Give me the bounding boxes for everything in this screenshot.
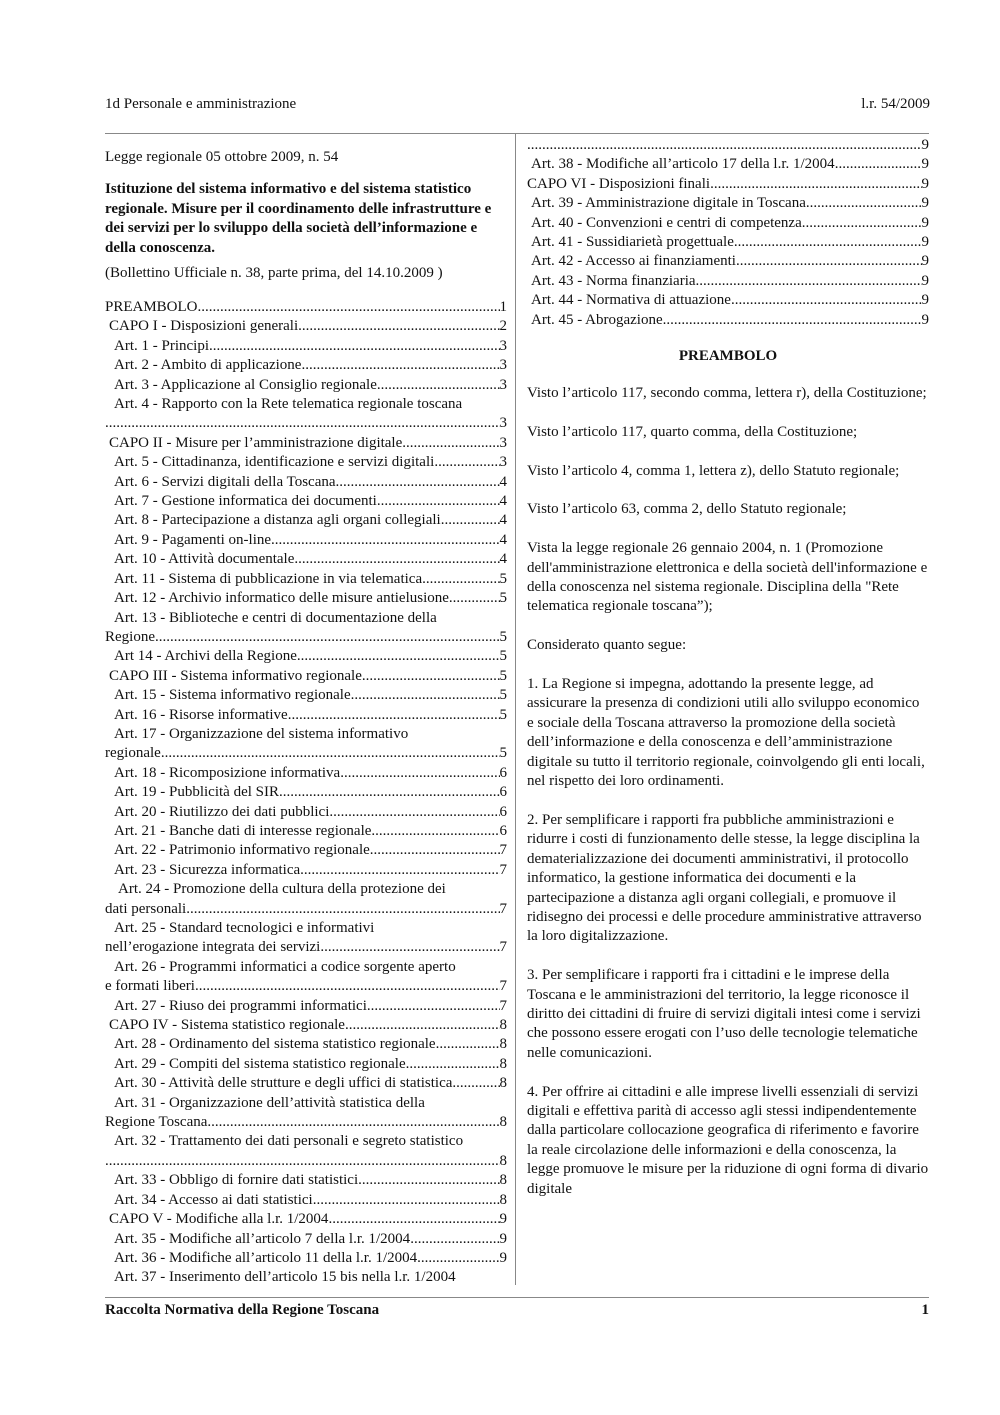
toc-page: 4 (499, 473, 507, 490)
law-identifier: Legge regionale 05 ottobre 2009, n. 54 (105, 149, 339, 165)
toc-entry[interactable] (105, 589, 507, 608)
toc-entry[interactable] (527, 175, 929, 194)
toc-page: 9 (499, 1211, 507, 1228)
toc-entry[interactable] (105, 1074, 507, 1093)
footer-rule (105, 1297, 929, 1298)
toc-entry-title-cont: dati personali (105, 900, 187, 917)
toc-page: 7 (499, 900, 507, 917)
toc-entry[interactable] (105, 1094, 507, 1133)
toc-entry[interactable] (105, 1268, 507, 1287)
footer-collection: Raccolta Normativa della Regione Toscana (105, 1302, 380, 1318)
toc-entry[interactable] (105, 434, 507, 453)
toc-entry-title: Art. 27 - Riuso dei programmi informatici (114, 997, 367, 1014)
toc-page: 8 (499, 1172, 507, 1189)
header-section: 1d Personale e amministrazione (105, 96, 297, 112)
toc-entry-title: Art. 21 - Banche dati di interesse regionale (114, 822, 372, 839)
preamble-heading: PREAMBOLO (678, 348, 778, 365)
toc-entry[interactable] (105, 1016, 507, 1035)
preamble-body (527, 384, 929, 1199)
toc-entry-title: Art 14 - Archivi della Regione (114, 648, 297, 665)
toc-page: 8 (499, 1152, 507, 1169)
toc-entry[interactable] (105, 997, 507, 1016)
toc-entry[interactable] (105, 1191, 507, 1210)
toc-entry-title: Art. 7 - Gestione informatica dei documenti (114, 493, 377, 510)
toc-page: 5 (499, 648, 507, 665)
toc-entry[interactable] (105, 803, 507, 822)
toc-entry-title: CAPO VI - Disposizioni finali (527, 175, 711, 192)
toc-page: 4 (499, 551, 507, 568)
toc-entry[interactable] (105, 686, 507, 705)
toc-page: 7 (499, 861, 507, 878)
toc-entry[interactable] (105, 783, 507, 802)
toc-entry-title: Art. 4 - Rapporto con la Rete telematica regionale toscana (114, 396, 463, 413)
toc-page: 8 (499, 1075, 507, 1092)
table-of-contents-continued (527, 136, 929, 330)
toc-entry[interactable] (105, 337, 507, 356)
toc-entry-title: Art. 1 - Principi (114, 337, 209, 354)
toc-entry[interactable] (527, 194, 929, 213)
toc-entry-title: Art. 37 - Inserimento dell’articolo 15 bis nella l.r. 1/2004 (114, 1269, 456, 1286)
toc-page: 4 (499, 512, 507, 529)
toc-page: 3 (499, 434, 507, 451)
toc-entry[interactable] (105, 550, 507, 569)
toc-entry[interactable] (105, 1230, 507, 1249)
toc-entry-title: Art. 6 - Servizi digitali della Toscana (114, 473, 336, 490)
toc-page: 9 (499, 1230, 507, 1247)
toc-entry[interactable] (105, 609, 507, 648)
toc-page: 3 (499, 337, 507, 354)
law-title: Istituzione del sistema informativo e del sistema statistico regionale. Misure per il coordinamento delle infrastrutture e dei servizi per lo sviluppo della società dell’informazione e della conoscenza. (105, 181, 492, 256)
table-of-contents (105, 298, 507, 1288)
toc-entry[interactable] (105, 764, 507, 783)
toc-page: 5 (499, 706, 507, 723)
toc-page: 3 (499, 415, 507, 432)
toc-page: 3 (499, 454, 507, 471)
toc-entry-title: Art. 13 - Biblioteche e centri di documentazione della (114, 609, 437, 626)
right-column (527, 136, 929, 1218)
toc-entry[interactable] (105, 1055, 507, 1074)
toc-entry[interactable] (105, 492, 507, 511)
toc-entry-title: Art. 22 - Patrimonio informativo regionale (114, 842, 370, 859)
toc-entry[interactable] (105, 1035, 507, 1054)
toc-page: 6 (499, 822, 507, 839)
preamble-paragraph: 3. Per semplificare i rapporti fra i cittadini e le imprese della Toscana e le amministrazioni del territorio, la legge riconosce il diritto dei cittadini di fruire di servizi digitali intesi come i servizi che possono essere erogati con l’uso delle tecnologie telematiche nelle comunicazioni. (527, 967, 921, 1061)
toc-entry-title: Art. 5 - Cittadinanza, identificazione e servizi digitali (114, 454, 435, 471)
toc-entry-title: CAPO IV - Sistema statistico regionale (109, 1017, 345, 1034)
toc-entry-title: Art. 44 - Normativa di attuazione (531, 292, 731, 309)
toc-entry-title: Art. 28 - Ordinamento del sistema statistico regionale (114, 1036, 436, 1053)
toc-page: 9 (921, 292, 929, 309)
toc-page: 5 (499, 687, 507, 704)
toc-entry-title: Art. 34 - Accesso ai dati statistici (114, 1191, 313, 1208)
toc-page: 9 (921, 195, 929, 212)
toc-entry-title: Art. 39 - Amministrazione digitale in Toscana (531, 195, 806, 212)
toc-entry-title: Art. 3 - Applicazione al Consiglio regionale (114, 376, 377, 393)
toc-entry[interactable] (105, 298, 507, 317)
toc-page: 9 (921, 253, 929, 270)
toc-entry-title-cont: Regione Toscana (105, 1114, 208, 1131)
toc-entry-title: Art. 31 - Organizzazione dell’attività statistica della (114, 1094, 425, 1111)
toc-entry[interactable] (105, 317, 507, 336)
toc-page: 9 (921, 272, 929, 289)
toc-page: 7 (499, 842, 507, 859)
toc-entry[interactable] (105, 473, 507, 492)
preamble-paragraph: 4. Per offrire ai cittadini e alle imprese livelli essenziali di servizi digitali e effettiva parità di accesso agli stessi indipendentemente dalla particolare collocazione geografica di riferimento e favorire la reale circolazione delle informazioni e della conoscenza, la legge promuove le misure per la riduzione di ogni forma di divario digitale (527, 1083, 929, 1197)
toc-entry-title: PREAMBOLO (105, 299, 198, 315)
toc-page: 9 (921, 311, 929, 328)
toc-page: 5 (499, 745, 507, 762)
toc-entry[interactable] (105, 1210, 507, 1229)
toc-entry[interactable] (105, 376, 507, 395)
toc-entry[interactable] (105, 395, 507, 434)
toc-page: 8 (499, 1114, 507, 1131)
toc-page: 9 (499, 1249, 507, 1266)
toc-page: 4 (499, 493, 507, 510)
toc-entry[interactable] (105, 919, 507, 958)
toc-entry[interactable] (527, 252, 929, 271)
toc-entry-title: Art. 18 - Ricomposizione informativa (114, 764, 341, 781)
toc-page: 9 (921, 234, 929, 251)
preamble-paragraph: 1. La Regione si impegna, adottando la presente legge, ad assicurare la presenza di condizioni utili allo sviluppo economico e sociale della Toscana attraverso la promozione della società dell’informazione e della conoscenza e dell’amministrazione digitale su tutto il territorio regionale, coinvolgendo gli enti locali, nel rispetto dei loro ordinamenti. (527, 676, 925, 790)
toc-entry-title: Art. 42 - Accesso ai finanziamenti (531, 253, 736, 270)
toc-entry-title: Art. 16 - Risorse informative (114, 706, 288, 723)
toc-entry[interactable] (527, 155, 929, 174)
toc-continuation-line (527, 136, 929, 155)
toc-page: 1 (499, 299, 507, 315)
toc-page: 9 (921, 175, 929, 192)
toc-entry-title: Art. 11 - Sistema di pubblicazione in via telematica (114, 570, 423, 587)
toc-entry[interactable] (105, 647, 507, 666)
page-header (105, 96, 930, 116)
toc-page: 9 (921, 137, 929, 153)
toc-page: 2 (499, 318, 507, 335)
toc-entry[interactable] (105, 822, 507, 841)
toc-page: 7 (499, 939, 507, 956)
toc-entry-title: Art. 35 - Modifiche all’articolo 7 della l.r. 1/2004 (114, 1230, 411, 1247)
left-column (105, 148, 507, 1288)
toc-entry[interactable] (105, 667, 507, 686)
toc-entry-title-cont: regionale (105, 745, 161, 762)
toc-entry-title: Art. 36 - Modifiche all’articolo 11 della l.r. 1/2004 (114, 1249, 418, 1266)
toc-page: 6 (499, 803, 507, 820)
toc-entry[interactable] (105, 1171, 507, 1190)
toc-entry[interactable] (527, 291, 929, 310)
preamble-paragraph: Vista la legge regionale 26 gennaio 2004, n. 1 (Promozione dell'amministrazione elettronica e della società dell'informazione e della conoscenza nel sistema regionale. Disciplina della "Rete telematica regionale toscana”); (527, 540, 928, 615)
preamble-paragraph: Visto l’articolo 63, comma 2, dello Statuto regionale; (527, 501, 847, 518)
toc-entry[interactable] (527, 233, 929, 252)
toc-entry-title: Art. 8 - Partecipazione a distanza agli organi collegiali (114, 512, 441, 529)
preamble-paragraph: Visto l’articolo 117, secondo comma, lettera r), della Costituzione; (527, 385, 927, 402)
toc-entry-title: Art. 32 - Trattamento dei dati personali e segreto statistico (114, 1133, 464, 1150)
toc-page: 5 (499, 667, 507, 684)
toc-entry-title: Art. 29 - Compiti del sistema statistico regionale (114, 1055, 406, 1072)
bulletin-reference: (Bollettino Ufficiale n. 38, parte prima, del 14.10.2009 ) (105, 265, 443, 281)
toc-entry-title: CAPO I - Disposizioni generali (109, 318, 299, 335)
toc-page: 3 (499, 376, 507, 393)
toc-page: 5 (499, 570, 507, 587)
toc-entry[interactable] (105, 706, 507, 725)
toc-page: 8 (499, 1036, 507, 1053)
column-divider (515, 133, 516, 1285)
toc-page: 8 (499, 1055, 507, 1072)
toc-page: 6 (499, 784, 507, 801)
toc-entry-title: Art. 45 - Abrogazione (531, 311, 663, 328)
toc-entry-title: Art. 25 - Standard tecnologici e informativi (114, 920, 375, 936)
toc-entry[interactable] (105, 511, 507, 530)
toc-entry-title: Art. 19 - Pubblicità del SIR (114, 784, 279, 801)
toc-entry[interactable] (527, 311, 929, 330)
toc-entry-title: Art. 43 - Norma finanziaria (531, 272, 696, 289)
toc-entry-title: Art. 20 - Riutilizzo dei dati pubblici (114, 803, 330, 820)
toc-entry-title: Art. 17 - Organizzazione del sistema informativo (114, 725, 409, 742)
toc-entry-title: Art. 10 - Attività documentale (114, 551, 295, 568)
toc-entry[interactable] (105, 958, 507, 997)
toc-entry-title: Art. 2 - Ambito di applicazione (114, 357, 302, 374)
toc-entry-title: CAPO II - Misure per l’amministrazione digitale (109, 434, 403, 451)
toc-entry-title: Art. 40 - Convenzioni e centri di competenza (531, 214, 802, 231)
page-footer (105, 1302, 929, 1322)
preamble-paragraph: Visto l’articolo 4, comma 1, lettera z), dello Statuto regionale; (527, 462, 900, 479)
toc-entry-title: CAPO III - Sistema informativo regionale (109, 667, 362, 684)
toc-page: 4 (499, 531, 507, 548)
toc-entry-title: Art. 33 - Obbligo di fornire dati statistici (114, 1172, 359, 1189)
toc-entry-title: Art. 15 - Sistema informativo regionale (114, 687, 351, 704)
toc-entry[interactable] (105, 861, 507, 880)
toc-entry-title-cont: e formati liberi (105, 978, 195, 995)
toc-entry[interactable] (105, 1132, 507, 1171)
toc-entry[interactable] (105, 531, 507, 550)
toc-page: 8 (499, 1191, 507, 1208)
page-number: 1 (921, 1302, 929, 1318)
toc-page: 9 (921, 214, 929, 231)
toc-entry-title: Art. 23 - Sicurezza informatica (114, 861, 301, 878)
toc-entry[interactable] (105, 356, 507, 375)
toc-entry[interactable] (105, 1249, 507, 1268)
toc-entry-title: Art. 30 - Attività delle strutture e degli uffici di statistica (114, 1075, 453, 1092)
toc-entry-title: Art. 38 - Modifiche all’articolo 17 della l.r. 1/2004 (531, 156, 835, 173)
toc-page: 3 (499, 357, 507, 374)
toc-page: 5 (499, 628, 507, 645)
toc-entry-title: Art. 41 - Sussidiarietà progettuale (531, 234, 734, 251)
toc-entry[interactable] (105, 570, 507, 589)
toc-page: 7 (499, 978, 507, 995)
toc-page: 9 (921, 156, 929, 173)
toc-page: 6 (499, 764, 507, 781)
toc-entry[interactable] (105, 453, 507, 472)
toc-page: 7 (499, 997, 507, 1014)
toc-entry[interactable] (105, 725, 507, 764)
preamble-paragraph: 2. Per semplificare i rapporti fra pubbliche amministrazioni e ridurre i costi di funzionamento delle stesse, la legge disciplina la dematerializzazione dei documenti amministrativi, il protocollo informatico, la gestione informatica dei documenti e la partecipazione a distanza agli organi collegiali, e promuove il ridisegno dei processi e delle procedure amministrative attraverso la loro digitalizzazione. (527, 811, 922, 945)
toc-entry-title-cont: nell’erogazione integrata dei servizi (105, 939, 321, 956)
preamble-paragraph: Considerato quanto segue: (527, 637, 687, 654)
toc-entry[interactable] (527, 214, 929, 233)
preamble-paragraph: Visto l’articolo 117, quarto comma, della Costituzione; (527, 423, 858, 440)
header-rule (105, 133, 929, 134)
toc-entry[interactable] (105, 841, 507, 860)
toc-entry[interactable] (527, 272, 929, 291)
toc-entry-title: Art. 26 - Programmi informatici a codice sorgente aperto (114, 958, 456, 975)
toc-entry[interactable] (105, 880, 507, 919)
toc-page: 8 (499, 1017, 507, 1034)
toc-entry-title-cont: Regione (105, 628, 155, 645)
toc-entry-title: Art. 24 - Promozione della cultura della protezione dei (118, 881, 446, 898)
toc-entry-title: Art. 12 - Archivio informatico delle misure antielusione (114, 590, 449, 607)
toc-entry-title: CAPO V - Modifiche alla l.r. 1/2004 (109, 1211, 329, 1228)
toc-entry-title: Art. 9 - Pagamenti on-line (114, 531, 272, 548)
header-law-ref: l.r. 54/2009 (861, 96, 930, 112)
toc-page: 5 (499, 590, 507, 607)
